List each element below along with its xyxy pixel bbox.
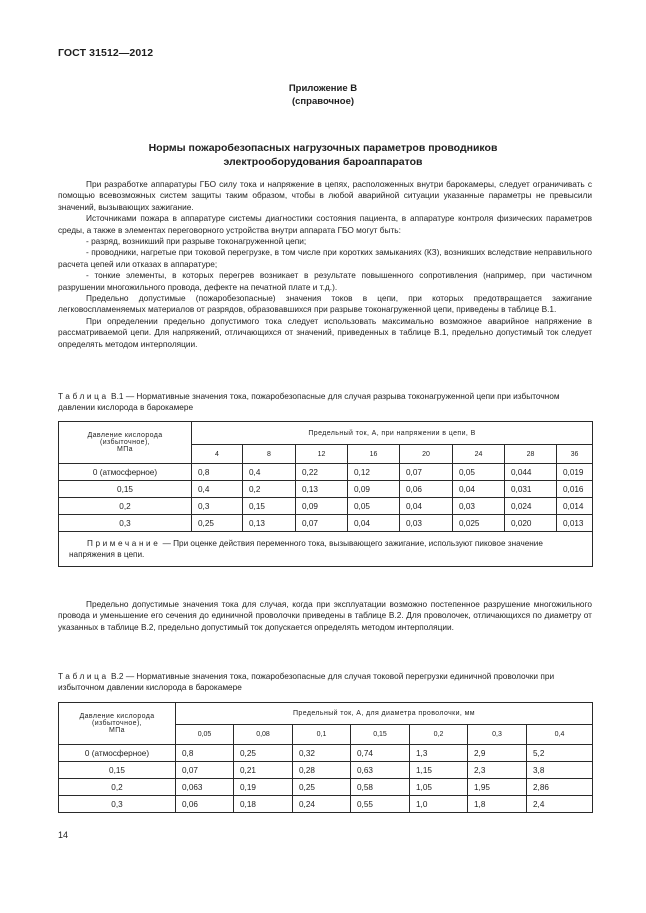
table-row [59, 515, 593, 532]
value-cell: 0,09 [348, 481, 400, 498]
column-header: 28 [505, 445, 557, 464]
paragraph: Источниками пожара в аппаратуре системы диагностики состояния пациента, в аппаратуре контроля физических параметров среды, а также в элементах переговорного устройства внутри аппарата ГБО могут быть: [58, 213, 592, 235]
table-1-group-header: Предельный ток, А, при напряжении в цепи, В [192, 422, 593, 445]
value-cell: 2,9 [468, 745, 527, 762]
column-header: 8 [243, 445, 296, 464]
note-text: — При оценке действия переменного тока, вызывающего зажигание, используют пиковое значение напряжения в цепи. [69, 539, 543, 560]
value-cell: 0,025 [453, 515, 505, 532]
section-title-line-2: электрооборудования бароаппаратов [223, 156, 423, 168]
value-cell: 0,25 [192, 515, 243, 532]
table-row [59, 498, 593, 515]
column-header: 0,05 [176, 725, 234, 745]
value-cell: 0,74 [351, 745, 410, 762]
pressure-cell: 0,15 [59, 762, 176, 779]
value-cell: 0,016 [557, 481, 593, 498]
table-2-caption [58, 671, 592, 694]
value-cell: 0,09 [296, 498, 348, 515]
value-cell: 0,05 [453, 464, 505, 481]
value-cell: 0,06 [400, 481, 453, 498]
row-header-line: Давление кислорода [79, 713, 155, 720]
value-cell: 0,03 [453, 498, 505, 515]
value-cell: 0,55 [351, 796, 410, 813]
value-cell: 0,13 [243, 515, 296, 532]
table-2 [58, 702, 593, 813]
paragraph: Предельно допустимые значения тока для случая, когда при эксплуатации возможно постепенное разрушение многожильного провода и уменьшение его сечения до единичной проволочки приведены в таблице В.2. Для проволочек, отличающихся по диаметру от указанных в таблице В.2, предельно допустимый ток допускается определять методом интерполяции. [58, 599, 592, 632]
value-cell: 0,18 [234, 796, 293, 813]
value-cell: 1,05 [410, 779, 468, 796]
value-cell: 0,22 [296, 464, 348, 481]
paragraph: Предельно допустимые (пожаробезопасные) значения токов в цепи, при которых предотвращается зажигание легковоспламеняемых материалов от разрядов, образовавшихся при разрыве токонагруженной цепи, приведены в таблице В.1. [58, 293, 592, 315]
value-cell: 0,07 [176, 762, 234, 779]
pressure-cell: 0,3 [59, 796, 176, 813]
value-cell: 0,2 [243, 481, 296, 498]
table-1 [58, 421, 593, 567]
value-cell: 1,15 [410, 762, 468, 779]
value-cell: 0,020 [505, 515, 557, 532]
value-cell: 0,4 [192, 481, 243, 498]
value-cell: 5,2 [527, 745, 593, 762]
table-2-label: Таблица [58, 671, 109, 681]
value-cell: 2,86 [527, 779, 593, 796]
value-cell: 0,07 [400, 464, 453, 481]
note-label: Примечание [87, 539, 161, 548]
pressure-cell: 0 (атмосферное) [59, 464, 192, 481]
value-cell: 0,07 [296, 515, 348, 532]
table-2-caption-text: — Нормативные значения тока, пожаробезопасные для случая токовой перегрузки единичной проволочки при избыточном давлении кислорода в барокамере [58, 671, 555, 693]
standard-header: ГОСТ 31512—2012 [58, 47, 154, 59]
pressure-cell: 0,2 [59, 498, 192, 515]
list-item: - тонкие элементы, в которых перегрев возникает в результате повышенного сопротивления (например, при частичном разрушении многожильного провода, дефекте на печатной плате и т.д.). [58, 270, 592, 292]
column-header: 16 [348, 445, 400, 464]
value-cell: 0,15 [243, 498, 296, 515]
row-header-line: Давление кислорода [87, 432, 163, 439]
value-cell: 0,04 [453, 481, 505, 498]
value-cell: 0,13 [296, 481, 348, 498]
value-cell: 1,95 [468, 779, 527, 796]
value-cell: 0,05 [348, 498, 400, 515]
table-1-number: В.1 [111, 391, 124, 401]
table-row [59, 796, 593, 813]
column-header: 12 [296, 445, 348, 464]
value-cell: 0,63 [351, 762, 410, 779]
table-row [59, 745, 593, 762]
table-1-caption [58, 391, 592, 414]
value-cell: 1,0 [410, 796, 468, 813]
list-item: - проводники, нагретые при токовой перегрузке, в том числе при коротких замыканиях (КЗ), возникших вследствие неправильного расчета цепей или отказах в аппаратуре; [58, 247, 592, 269]
value-cell: 0,28 [293, 762, 351, 779]
column-header: 0,2 [410, 725, 468, 745]
value-cell: 0,013 [557, 515, 593, 532]
column-header: 0,1 [293, 725, 351, 745]
value-cell: 0,32 [293, 745, 351, 762]
value-cell: 0,24 [293, 796, 351, 813]
column-header: 0,15 [351, 725, 410, 745]
page-number: 14 [58, 830, 69, 840]
list-item: - разряд, возникший при разрыве токонагруженной цепи; [86, 236, 307, 247]
table-2-group-header: Предельный ток, А, для диаметра проволочки, мм [176, 703, 593, 725]
value-cell: 0,58 [351, 779, 410, 796]
pressure-cell: 0 (атмосферное) [59, 745, 176, 762]
section-title [0, 141, 646, 169]
row-header-line: МПа [109, 727, 125, 734]
annex-heading [0, 82, 646, 108]
table-row [59, 779, 593, 796]
column-header: 0,4 [527, 725, 593, 745]
column-header: 4 [192, 445, 243, 464]
value-cell: 2,4 [527, 796, 593, 813]
table-row [59, 481, 593, 498]
value-cell: 2,3 [468, 762, 527, 779]
value-cell: 3,8 [527, 762, 593, 779]
value-cell: 0,21 [234, 762, 293, 779]
value-cell: 0,25 [234, 745, 293, 762]
value-cell: 0,19 [234, 779, 293, 796]
value-cell: 0,024 [505, 498, 557, 515]
table-1-row-header [59, 422, 192, 464]
table-2-row-header [59, 703, 176, 745]
table-1-caption-text: — Нормативные значения тока, пожаробезопасные для случая разрыва токонагруженной цепи при избыточном давлении кислорода в барокамере [58, 391, 560, 413]
paragraph: При определении предельно допустимого тока следует использовать максимально возможное аварийное напряжение в рассматриваемой цепи. Для напряжений, отличающихся от значений, приведенных в таблице В.1, предельно допустимый ток следует определять методом интерполяции. [58, 315, 592, 349]
value-cell: 0,25 [293, 779, 351, 796]
row-header-line: МПа [117, 446, 133, 453]
paragraph: При разработке аппаратуры ГБО силу тока и напряжение в цепях, расположенных внутри барокамеры, следует ограничивать с помощью всевозможных систем защиты таким образом, чтобы в любой аварийной ситуации указанные параметры не превысили значений, вызывающих зажигание. [58, 179, 592, 212]
value-cell: 0,044 [505, 464, 557, 481]
value-cell: 0,031 [505, 481, 557, 498]
value-cell: 0,12 [348, 464, 400, 481]
pressure-cell: 0,3 [59, 515, 192, 532]
pressure-cell: 0,15 [59, 481, 192, 498]
table-2-number: В.2 [111, 671, 124, 681]
table-row [59, 762, 593, 779]
column-header: 0,08 [234, 725, 293, 745]
row-header-line: (избыточное), [99, 439, 151, 446]
intro-text [58, 179, 592, 350]
value-cell: 0,014 [557, 498, 593, 515]
pressure-cell: 0,2 [59, 779, 176, 796]
value-cell: 0,8 [192, 464, 243, 481]
value-cell: 0,8 [176, 745, 234, 762]
table-1-note [59, 532, 593, 567]
table-row [59, 464, 593, 481]
section-title-line-1: Нормы пожаробезопасных нагрузочных параметров проводников [148, 142, 498, 154]
text-after-table-1 [58, 599, 592, 633]
column-header: 36 [557, 445, 593, 464]
column-header: 20 [400, 445, 453, 464]
value-cell: 1,3 [410, 745, 468, 762]
table-1-label: Таблица [58, 391, 109, 401]
row-header-line: (избыточное), [91, 720, 143, 727]
value-cell: 0,06 [176, 796, 234, 813]
value-cell: 0,3 [192, 498, 243, 515]
value-cell: 0,04 [348, 515, 400, 532]
value-cell: 0,4 [243, 464, 296, 481]
value-cell: 0,063 [176, 779, 234, 796]
annex-subtitle: (справочное) [291, 96, 355, 107]
annex-title: Приложение В [288, 83, 358, 94]
value-cell: 1,8 [468, 796, 527, 813]
value-cell: 0,019 [557, 464, 593, 481]
column-header: 24 [453, 445, 505, 464]
column-header: 0,3 [468, 725, 527, 745]
value-cell: 0,03 [400, 515, 453, 532]
value-cell: 0,04 [400, 498, 453, 515]
